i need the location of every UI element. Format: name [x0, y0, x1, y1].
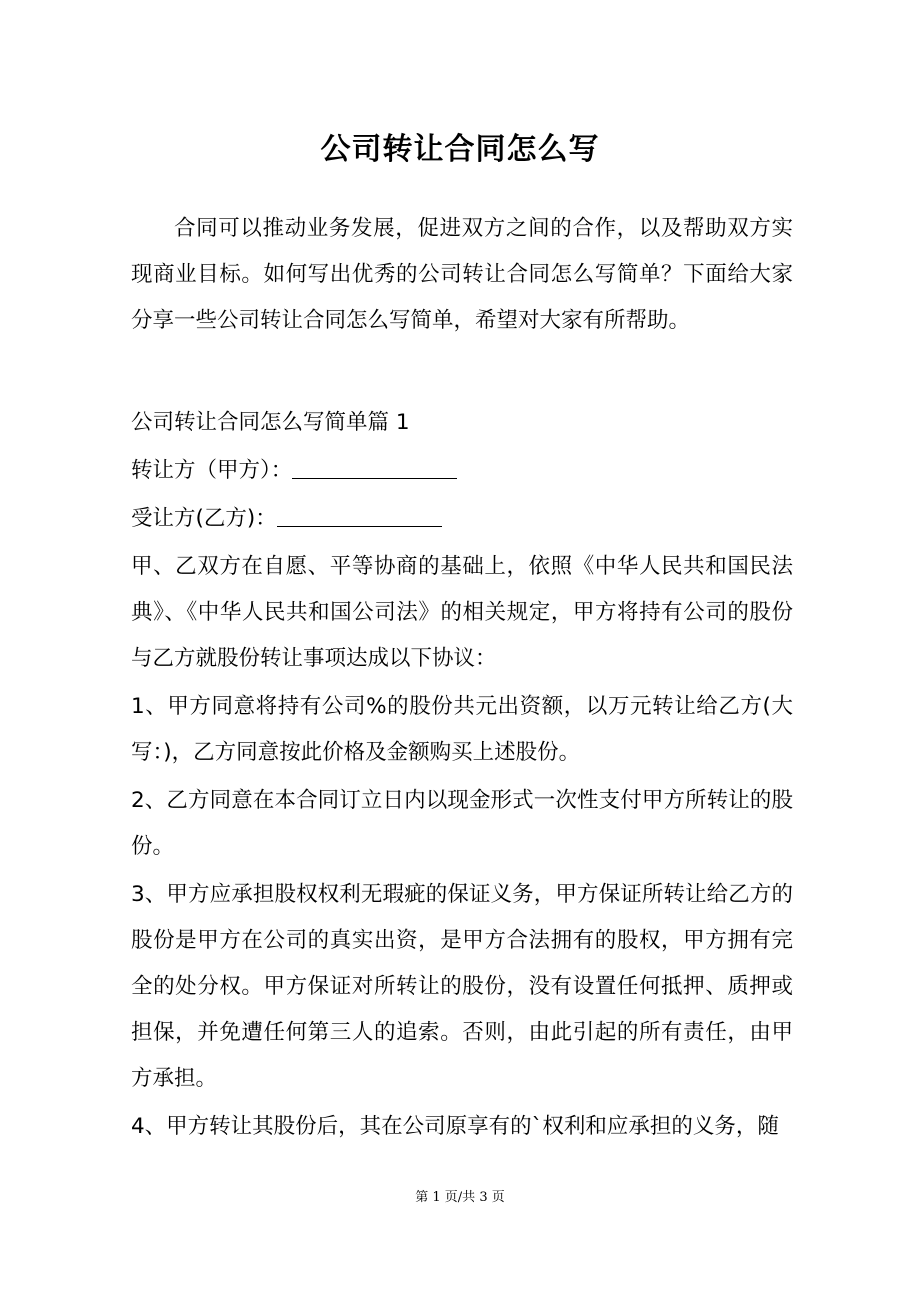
party-a-blank: [292, 477, 457, 479]
party-b-blank: [277, 525, 442, 527]
party-b-line: [131, 496, 793, 542]
preamble-paragraph: 甲、乙双方在自愿、平等协商的基础上，依照《中华人民共和国民法典》、《中华人民共和国公司法》的相关规定，甲方将持有公司的股份与乙方就股份转让事项达成以下协议：: [131, 554, 793, 671]
clause-4: 4、甲方转让其股份后，其在公司原享有的`权利和应承担的义务，随: [131, 1114, 779, 1139]
clause-2: 2、乙方同意在本合同订立日内以现金形式一次性支付甲方所转让的股份。: [131, 788, 793, 859]
party-b-label: 受让方(乙方)：: [131, 506, 277, 531]
contract-body: [131, 400, 793, 1152]
page-footer: 第 1 页/共 3 页: [415, 1190, 505, 1205]
clause-3: 3、甲方应承担股权权利无瑕疵的保证义务，甲方保证所转让给乙方的股份是甲方在公司的真实出资，是甲方合法拥有的股权，甲方拥有完全的处分权。甲方保证对所转让的股份，没有设置任何抵押、质押或担保，并免遭任何第三人的追索。否则，由此引起的所有责任，由甲方承担。: [131, 882, 793, 1091]
intro-paragraph: 合同可以推动业务发展，促进双方之间的合作，以及帮助双方实现商业目标。如何写出优秀的公司转让合同怎么写简单？下面给大家分享一些公司转让合同怎么写简单，希望对大家有所帮助。: [131, 216, 793, 333]
party-a-label: 转让方（甲方）：: [131, 458, 293, 483]
document-title: 公司转让合同怎么写: [320, 132, 600, 167]
section-heading: 公司转让合同怎么写简单篇 1: [131, 410, 410, 435]
party-a-line: [131, 448, 793, 494]
clause-1: 1、甲方同意将持有公司%的股份共元出资额，以万元转让给乙方(大写：)，乙方同意按此价格及金额购买上述股份。: [131, 694, 793, 765]
